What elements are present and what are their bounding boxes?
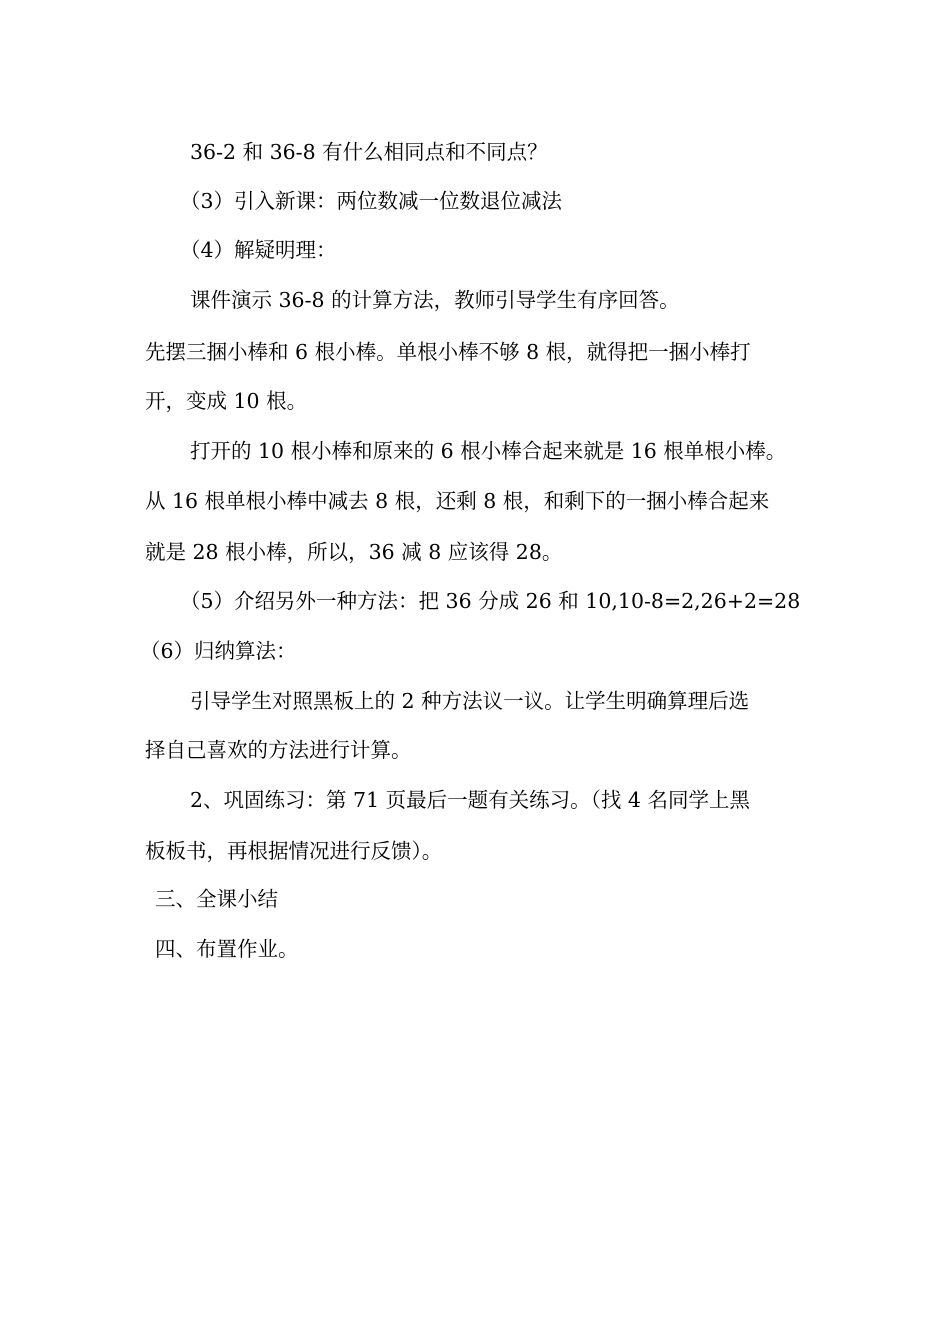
text-line-9: 就是 28 根小棒，所以，36 减 8 应该得 28。 [145, 540, 563, 564]
text-line-10: （5）介绍另外一种方法：把 36 分成 26 和 10,10-8=2,26+2=28 [180, 589, 801, 613]
text-line-13: 择自己喜欢的方法进行计算。 [145, 738, 412, 762]
text-line-1: 36-2 和 36-8 有什么相同点和不同点？ [190, 140, 548, 164]
text-line-3: （4）解疑明理： [180, 238, 337, 262]
text-line-15: 板板书，再根据情况进行反馈）。 [145, 839, 443, 863]
text-line-4: 课件演示 36-8 的计算方法，教师引导学生有序回答。 [190, 288, 680, 312]
text-line-8: 从 16 根单根小棒中减去 8 根，还剩 8 根，和剩下的一捆小棒合起来 [145, 489, 770, 513]
text-line-11: （6）归纳算法： [140, 639, 297, 663]
text-line-5: 先摆三捆小棒和 6 根小棒。单根小棒不够 8 根，就得把一捆小棒打 [145, 340, 751, 364]
text-line-6: 开，变成 10 根。 [145, 389, 308, 413]
text-line-2: （3）引入新课：两位数减一位数退位减法 [180, 189, 563, 213]
text-line-14: 2、巩固练习：第 71 页最后一题有关练习。（找 4 名同学上黑 [190, 788, 750, 812]
text-line-17: 四、布置作业。 [155, 937, 299, 961]
text-line-16: 三、全课小结 [155, 887, 278, 911]
text-line-12: 引导学生对照黑板上的 2 种方法议一议。让学生明确算理后选 [190, 689, 750, 713]
text-line-7: 打开的 10 根小棒和原来的 6 根小棒合起来就是 16 根单根小棒。 [190, 439, 787, 463]
